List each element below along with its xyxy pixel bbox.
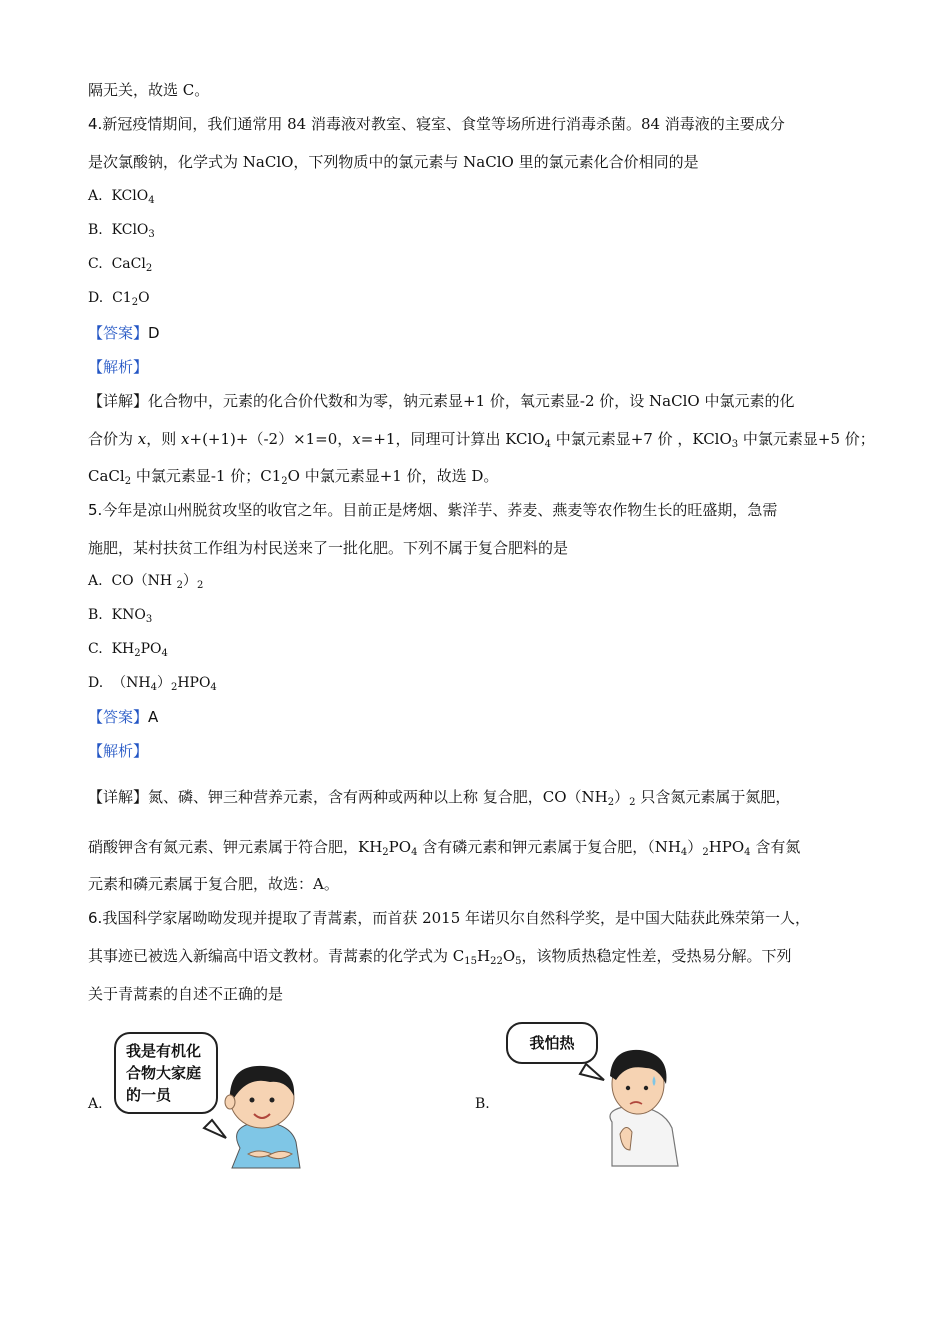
option-d: D. $C1_2O$ xyxy=(88,290,150,308)
question-number: 4 xyxy=(88,115,98,133)
detail-line-3: CaCl$_2$ 中氯元素显-1 价；$C1_2O$ 中氯元素显+1 价，故选 D。 xyxy=(88,467,499,487)
option-b: B. KClO$_3$ xyxy=(88,222,155,240)
option-b-illustration xyxy=(500,1018,690,1168)
detail-line-2: 硝酸钾含有氮元素、钾元素属于符合肥，$KH_2PO_4$ 含有磷元素和钾元素属于复合肥，$(NH_4)_2HPO_4$ 含有氮 xyxy=(88,838,801,858)
speech-bubble: 我怕热 xyxy=(506,1022,598,1064)
option-b: B. $KNO_3$ xyxy=(88,607,153,625)
question-6-stem-line2: 其事迹已被选入新编高中语文教材。青蒿素的化学式为 $C_{15}H_{22}O_5$，该物质热稳定性差，受热易分解。下列 xyxy=(88,947,792,967)
option-c: C. CaCl$_2$ xyxy=(88,256,153,274)
question-4-stem-line2: 是次氯酸钠，化学式为 NaClO，下列物质中的氯元素与 NaClO 里的氯元素化合价相同的是 xyxy=(88,153,699,171)
answer-value: A xyxy=(148,708,159,726)
detail-line-1: 【详解】化合物中，元素的化合价代数和为零，钠元素显+1 价，氧元素显-2 价，设 NaClO 中氯元素的化 xyxy=(88,392,795,410)
analysis-label: 【解析】 xyxy=(88,358,149,376)
answer-value: D xyxy=(148,324,160,342)
detail-line-1: 【详解】氮、磷、钾三种营养元素，含有两种或两种以上称 复合肥，$CO(NH_2)_2$ 只含氮元素属于氮肥， xyxy=(88,788,791,808)
option-a-illustration xyxy=(108,1030,308,1170)
option-a: A. CO（NH $_2)_2$ xyxy=(88,573,204,591)
answer-line: 【答案】A xyxy=(88,708,159,726)
option-a-letter: A. xyxy=(88,1096,103,1112)
question-6-stem-line3: 关于青蒿素的自述不正确的是 xyxy=(88,985,284,1003)
option-c: C. $KH_2PO_4$ xyxy=(88,641,168,659)
option-d: D. $(NH_4)_2HPO_4$ xyxy=(88,675,217,693)
answer-line: 【答案】D xyxy=(88,324,160,342)
text-line: 隔无关，故选 C。 xyxy=(88,81,210,99)
question-number: 6 xyxy=(88,909,98,927)
detail-line-3: 元素和磷元素属于复合肥，故选：A。 xyxy=(88,875,339,893)
question-number: 5 xyxy=(88,501,98,519)
question-5-stem-line2: 施肥，某村扶贫工作组为村民送来了一批化肥。下列不属于复合肥料的是 xyxy=(88,539,569,557)
option-a: A. KClO$_4$ xyxy=(88,188,155,206)
detail-line-2: 合价为 x，则 x+(+1)+（-2）×1=0，x=+1，同理可计算出 KClO$_4$ 中氯元素显+7 价 ，KClO$_3$ 中氯元素显+5 价； xyxy=(88,430,875,450)
question-4-stem: 4.新冠疫情期间，我们通常用 84 消毒液对教室、寝室、食堂等场所进行消毒杀菌。84 消毒液的主要成分 xyxy=(88,115,785,133)
question-6-stem: 6.我国科学家屠呦呦发现并提取了青蒿素，而首获 2015 年诺贝尔自然科学奖，是中国大陆获此殊荣第一人， xyxy=(88,909,811,927)
speech-bubble: 我是有机化 合物大家庭 的一员 xyxy=(114,1032,218,1114)
question-5-stem: 5.今年是凉山州脱贫攻坚的收官之年。目前正是烤烟、紫洋芋、荞麦、燕麦等农作物生长的旺盛期，急需 xyxy=(88,501,778,519)
option-b-letter: B. xyxy=(475,1096,490,1112)
analysis-label: 【解析】 xyxy=(88,742,149,760)
